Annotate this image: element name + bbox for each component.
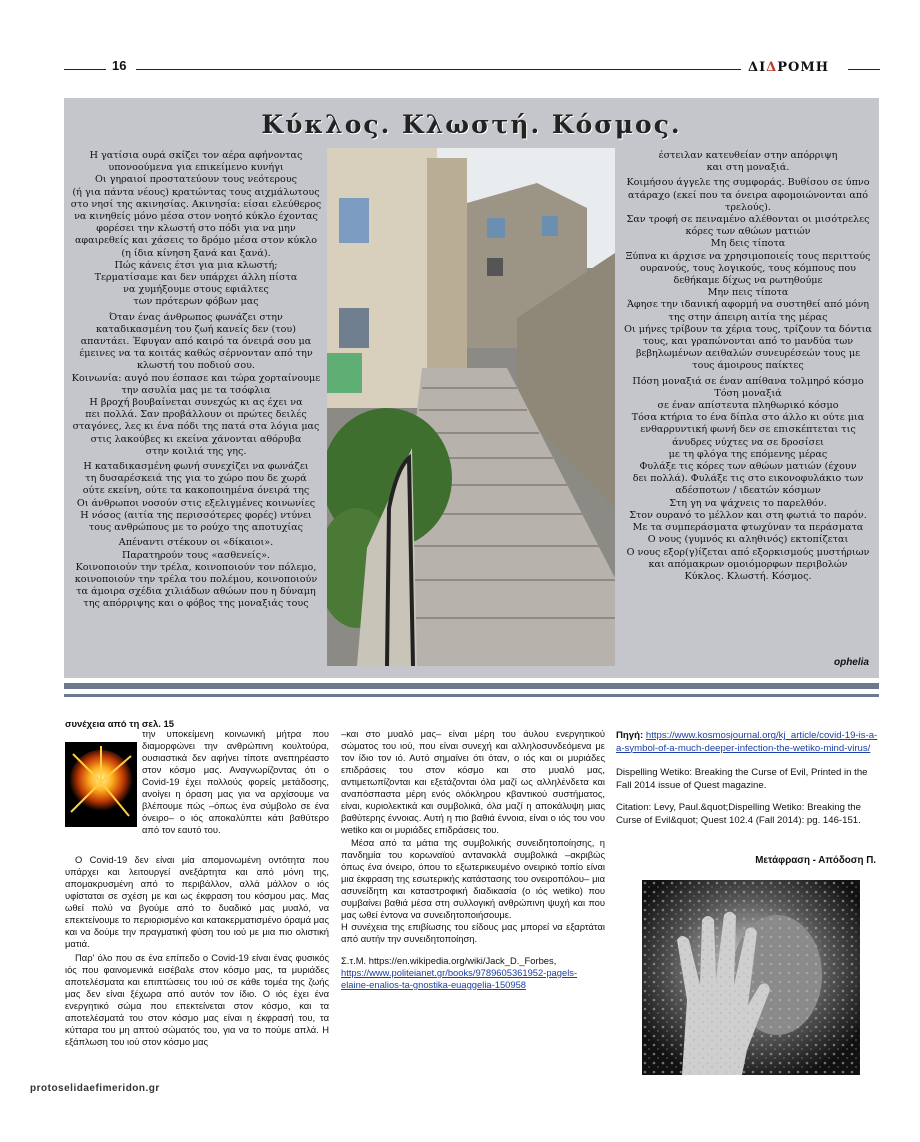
- fire-image: [65, 742, 137, 827]
- poem-stanza: Απέναντι στέκουν οι «δίκαιοι». Παρατηρούν τους «ασθενείς». Κοινοποιούν την τρέλα, κοινοποιούν τον πόλεμο, κοινοποιούν την τρέλα του πολέμου, κοινοποιούν τα άμοιρα σχέδια χιλιάδων αθώων που η δύναμη της απόρριψης και ο φόβος της μοναξιάς τους: [74, 537, 318, 610]
- magazine-logo: ΔΙΔΡΟΜΗ: [748, 60, 830, 75]
- article-paragraph: Παρ' όλο που σε ένα επίπεδο ο Covid-19 είναι ένας φυσικός ιός που φαινομενικά εισέβαλε στον κόσμο μας, τα μυριάδες αποτελέσματα και επιπτώσεις του ιού σε κάθε τομέα της ζωής μας δεν είναι ξέχωρα από αυτόν τον ίδιο. Ο ιός έχει ένα ενεργητικό σώμα που επεκτείνεται στον κόσμο, και τα αποτελέσματά του στον κόσμο μας είναι η έκφρασή του, τα κύτταρα του μη απτού σώματός του, για να το πούμε απλά. Η εξάπλωση του ιού στον κόσμο μας: [65, 952, 329, 1047]
- source-link[interactable]: https://www.kosmosjournal.org/kj_article/covid-19-is-a-a-symbol-of-a-much-deeper-infection-the-wetiko-mind-virus/: [616, 730, 878, 754]
- poem-right-column: [620, 150, 876, 586]
- article-paragraph: την υποκείμενη κοινωνική μήτρα που διαμορφώνει την ανθρώπινη κουλτούρα, ουσιαστικά δεν αφήνει τίποτε ανεπηρέαστο στον κόσμο μας. Αναγνωρίζοντας ότι ο Covid-19 έχει πολλούς φορείς μετάδοσης, ανοίγει η όραση μας για να αρχίσουμε να βλέπουμε πώς –όπως ένα σύμβολο σε ένα όνειρο– ο ιός αποκαλύπτει κάτι βαθύτερο από τον εαυτό του.: [142, 728, 329, 835]
- article-col1: [65, 854, 329, 1048]
- poem-stanza: Η καταδικασμένη φωνή συνεχίζει να φωνάζει τη δυσαρέσκειά της για το χώρο που δε χωρά ούτε εκείνη, ούτε τα κακοποιημένα όνειρά της Οι άνθρωποι νοσούν στις εξελιγμένες κοινωνίες Η νόσος (αιτία της περισσότερες φορές) ντύνει τους ανθρώπους με το ρούχο της αποτυχίας: [76, 461, 316, 534]
- poem-title: Κύκλος. Κλωστή. Κόσμος.: [261, 110, 682, 139]
- poem-stanza: Πόση μοναξιά σε έναν απίθανα τολμηρό κόσμο Τόση μοναξιά σε έναν απίστευτα πληθωρικό κόσμο Τόσα κτήρια το ένα δίπλα στο άλλο κι ούτε μια ενθαρρυντική φωνή δεν σε επισκέπτεται τις άνυδρες νύχτες να σε δροσίσει με τη φλόγα της επόμενης μέρας Φυλάξε τις κόρες των αθώων ματιών (έχουν δει πολλά). Φυλάξε τις στο εικονοφυλάκιο των αδέσποτων / ιδεατών κόσμων Στη γη να ψάχνεις το παρελθόν. Στον ουρανό το μέλλον και στη φωτιά το παρόν. Με τα συμπεράσματα φτωχύναν τα περάσματα Ο νους (γυμνός κι αληθινός) εκτοπίζεται Ο νους εξορ(γ)ίζεται από εξορκισμούς μυστήριων και απόμακρων ομοιόμορφων περιβολών Κύκλος. Κλωστή. Κόσμος.: [626, 375, 870, 582]
- separator-bar-thin: [64, 694, 879, 697]
- page-number: 16: [112, 58, 127, 73]
- article-paragraph: Μέσα από τα μάτια της συμβολικής συνειδητοποίησης, η πανδημία του κορωναϊού αντανακλά συμβολικά –ακριβώς όπως ένα όνειρο, όπου το εξωτερικευμένο ονειρικό τοπίο είναι μια έκφραση της εσωτερικής κατάστασης του ονειροπόλου– μια ασυνείδητη και καταστροφική διαδικασία (ο ιός wetiko) που συμβαίνει βαθιά μέσα στη συλλογική ανθρώπινη ψυχή και που μας ωθεί έντονα να συνειδητοποιήσουμε.: [341, 837, 605, 920]
- hand-rain-photo: [642, 880, 860, 1075]
- article-col1-wrap: [142, 728, 329, 836]
- article-paragraph: Η συνέχεια της επιβίωσης του είδους μας μπορεί να εξαρτάται από αυτήν την συνειδητοποίηση.: [341, 921, 605, 944]
- politeianet-link[interactable]: https://www.politeianet.gr/books/9789605361952-pagels-elaine-enalios-ta-gnostika-euaggelia-150958: [341, 967, 578, 990]
- header-rule-middle: [136, 69, 741, 70]
- translator-note: Σ.τ.Μ. https://en.wikipedia.org/wiki/Jack_D._Forbes, https://www.politeianet.gr/books/9789605361952-pagels-elaine-enalios-ta-gnostika-euaggelia-150958: [341, 955, 578, 990]
- source-label: Πηγή:: [616, 730, 644, 741]
- source-block: [616, 730, 882, 827]
- header-rule-right: [848, 69, 880, 70]
- reference-2: Citation: Levy, Paul.&quot;Dispelling Wetiko: Breaking the Curse of Evil&quot; Quest 102.4 (Fall 2014): pg. 146-151.: [616, 802, 861, 826]
- translation-credit: Μετάφραση - Απόδοση Π.: [755, 855, 876, 866]
- poem-left-column: [68, 150, 324, 614]
- footer-site: protoselidaefimeridon.gr: [30, 1083, 160, 1094]
- poem-stanza: Όταν ένας άνθρωπος φωνάζει στην καταδικασμένη του ζωή κανείς δεν (του) απαντάει. Έφυγαν από καιρό τα όνειρά σου μα έμεινες να τα κοιτάς καθώς σέρνονταν από την κλωστή του ποδιού σου. Κοινωνία: αυγό που έσπασε και τώρα χορταίνουμε την ασυλία μας με τα τσόφλια Η βροχή βουβαίνεται συνεχώς κι ας έχει να πει πολλά. Σαν προβάλλουν οι πρώτες δειλές σταγόνες, λες κι ένα πόδι της πατά στα λόγια μας στις λακούβες κι εκείνα χάνονται αθόρυβα στην κοιλιά της γης.: [71, 311, 321, 457]
- poem-stanza: Κοιμήσου άγγελε της συμφοράς. Βυθίσου σε ύπνο ατάραχο (εκεί που τα όνειρα αφομοιώνονται από τρελούς). Σαν τροφή σε πειναμένο αλέθονται οι μισότρελες κόρες των αθώων ματιών Μη δεις τίποτα Ξύπνα κι άρχισε να χρησιμοποιείς τους περιττούς ουρανούς, τους λογικούς, τους κόμπους που δεθήκαμε δίχως να ρωτηθούμε Μην πεις τίποτα Άφησε την ιδανική αφορμή να συστηθεί από μόνη της στην άπειρη αιτία της μέρας Οι μήνες τρίβουν τα χέρια τους, τρίζουν τα δόντια τους, και γραπώνονται από το μανδύα των βεβηλωμένων αειθαλών συνευρέσεών τους με τους άμοιρους παίκτες: [624, 177, 872, 372]
- article-col2: [341, 728, 605, 991]
- stairway-photo: [327, 148, 615, 666]
- poem-signature: ophelia: [833, 657, 869, 668]
- poem-stanza: Η γατίσια ουρά σκίζει τον αέρα αφήνοντας υπονοούμενα για επικείμενο κυνήγι Οι γηραιοί προστατεύουν τους νεότερους (ή για πάντα νέους) κρατώντας τους αιχμάλωτους στο νησί της ακινησίας. Ακινησία: είσαι ελεύθερος να κινηθείς μόνο μέσα στον νοητό κύκλο έχοντας φορέσει την κλωστή στο πόδι για να μην αφαιρεθείς και χάσεις το δρόμο μέσα στον κύκλο (η ίδια κίνηση ξανά και ξανά). Πώς κάνεις έτσι για μια κλωστή; Τερματίσαμε και δεν υπάρχει άλλη πίστα να χυμήξουμε στους εφιάλτες των πρότερων φόβων μας: [70, 150, 322, 308]
- logo-delta-mark: Δ: [766, 60, 778, 75]
- reference-1: Dispelling Wetiko: Breaking the Curse of Evil, Printed in the Fall 2014 issue of Quest magazine.: [616, 767, 868, 791]
- separator-bar: [64, 683, 879, 689]
- continued-label: συνέχεια από τη σελ. 15: [65, 719, 175, 730]
- header-rule-left: [64, 69, 106, 70]
- article-paragraph: –και στο μυαλό μας– είναι μέρη του άυλου ενεργητικού σώματος του ιού, που είναι συνεχή και αλληλοσυνδεόμενα με τον ίδιο τον ιό. Αυτό σημαίνει ότι όταν, ο ιός και οι μυριάδες επιδράσεις του στον κόσμο και στο μυαλό μας, αντιμετωπίζονται και εξετάζονται όλα μαζί ως αλληλένδετα και αναπόσπαστα μέρη ενός ολόκληρου κβαντικού συστήματος, είναι, κυριολεκτικά και συμβολικά, όλα μαζί η αποκάλυψη μιας βαθύτερης έννοιας. Αυτή η πιο βαθιά έννοια, είναι ο ιός του νου wetiko και οι μυριάδες επιδράσεις του.: [341, 728, 605, 835]
- article-paragraph: Ο Covid-19 δεν είναι μία απομονωμένη οντότητα που υπάρχει και λειτουργεί ανεξάρτητα και από μόνη της, απομακρυσμένη από το περιβάλλον, αλλά μάλλον ο ιός υφίσταται σε σχέση με και ως έκφραση του κόσμου μας. Μας ωθεί πολύ να βγούμε από το δυαδικό μας μυαλό, να επεκτείνουμε το περιορισμένο και κατακερματισμένο όραμά μας και να δούμε την πραγματική φύση του ιού με μια πιο ολιστική ματιά.: [65, 854, 329, 949]
- poem-stanza: έστειλαν κατευθείαν στην απόρριψη και στη μοναξιά.: [658, 150, 838, 174]
